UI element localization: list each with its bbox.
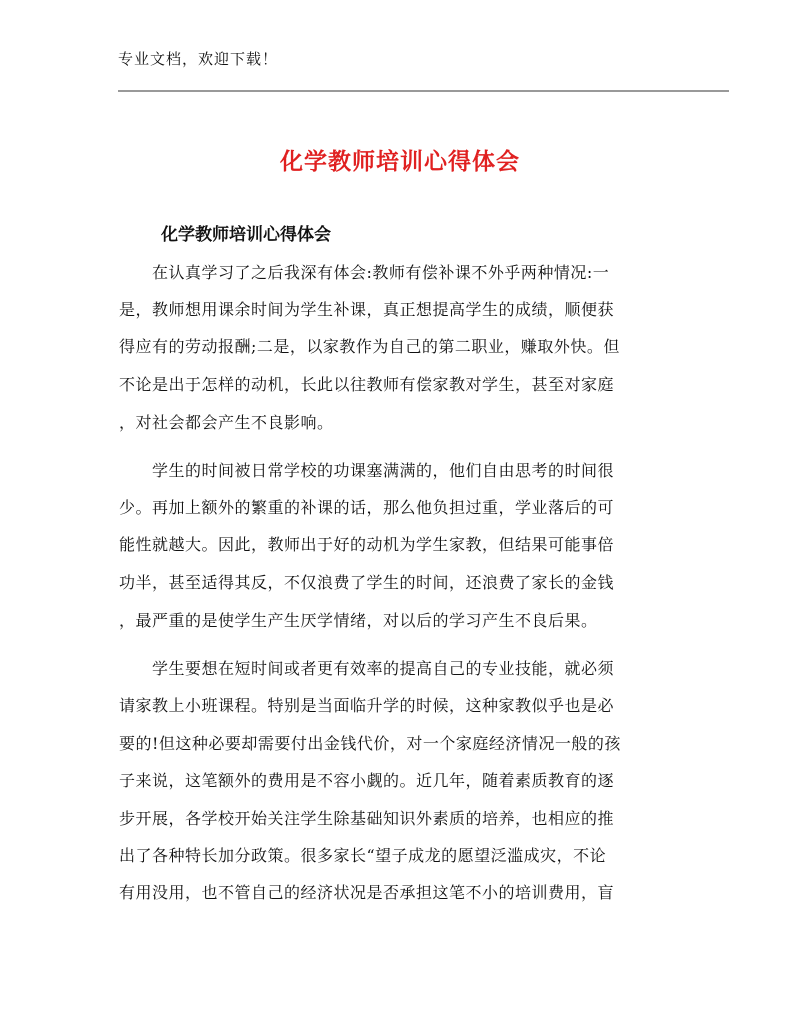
body-line: 在认真学习了之后我深有体会:教师有偿补课不外乎两种情况:一 xyxy=(119,263,610,282)
body-line: 少。再加上额外的繁重的补课的话，那么他负担过重，学业落后的可 xyxy=(119,498,615,517)
document-title: 化学教师培训心得体会 xyxy=(280,149,520,175)
body-line: 出了各种特长加分政策。很多家长“望子成龙的愿望泛滥成灾，不论 xyxy=(119,846,607,865)
body-line: 学生的时间被日常学校的功课塞满满的，他们自由思考的时间很 xyxy=(119,461,615,480)
body-line: 是，教师想用课余时间为学生补课，真正想提高学生的成绩，顺便获 xyxy=(119,300,615,319)
body-line: 得应有的劳动报酬;二是，以家教作为自己的第二职业，赚取外快。但 xyxy=(119,337,620,356)
document-subtitle: 化学教师培训心得体会 xyxy=(161,225,331,245)
page-header-text: 专业文档，欢迎下载！ xyxy=(118,50,279,68)
body-line: 不论是出于怎样的动机，长此以往教师有偿家教对学生，甚至对家庭 xyxy=(119,375,615,394)
body-line: ，对社会都会产生不良影响。 xyxy=(119,413,334,432)
body-line: 功半，甚至适得其反，不仅浪费了学生的时间，还浪费了家长的金钱 xyxy=(119,573,615,592)
body-line: 学生要想在短时间或者更有效率的提高自己的专业技能，就必须 xyxy=(119,659,615,678)
body-line: 步开展，各学校开始关注学生除基础知识外素质的培养，也相应的推 xyxy=(119,809,615,828)
body-line: 能性就越大。因此，教师出于好的动机为学生家教，但结果可能事倍 xyxy=(119,535,615,554)
body-line: 有用没用，也不管自己的经济状况是否承担这笔不小的培训费用，盲 xyxy=(119,883,615,902)
body-line: 要的!但这种必要却需要付出金钱代价，对一个家庭经济情况一般的孩 xyxy=(119,734,621,753)
header-divider xyxy=(118,90,729,92)
body-line: 子来说，这笔额外的费用是不容小觑的。近几年，随着素质教育的逐 xyxy=(119,771,615,790)
body-line: ，最严重的是使学生产生厌学情绪，对以后的学习产生不良后果。 xyxy=(119,611,598,630)
body-line: 请家教上小班课程。特别是当面临升学的时候，这种家教似乎也是必 xyxy=(119,696,615,715)
